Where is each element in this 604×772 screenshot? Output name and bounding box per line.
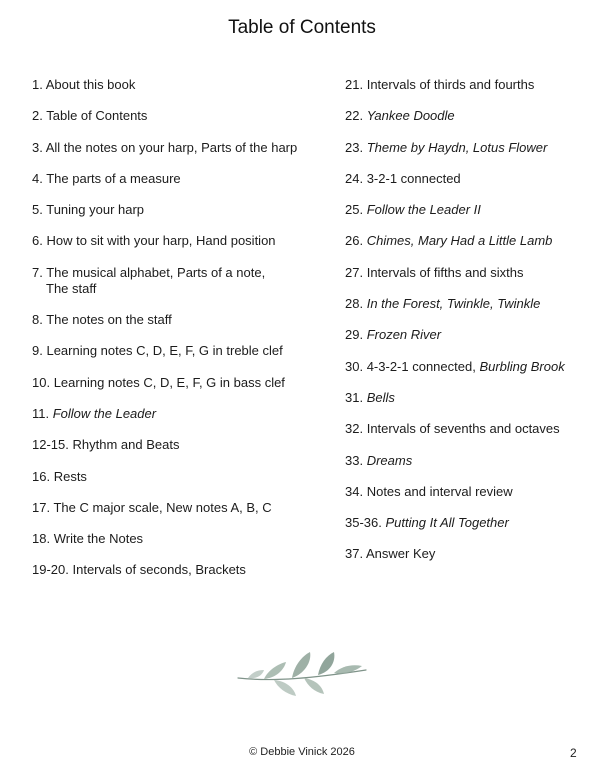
toc-entry — [32, 375, 332, 391]
toc-entry-page: 9. — [32, 343, 43, 359]
toc-entry-title: 3-2-1 connected — [366, 170, 461, 186]
toc-entry — [345, 265, 595, 281]
toc-entry-title: All the notes on your harp, Parts of the harp — [45, 139, 298, 155]
toc-entry-page: 7. — [32, 264, 43, 280]
toc-entry — [345, 202, 595, 218]
toc-entry-song-title: Follow the Leader — [52, 405, 157, 421]
toc-entry-page: 12-15. — [32, 437, 69, 453]
toc-entry-title: Write the Notes — [53, 531, 144, 547]
toc-entry-page: 24. — [345, 170, 364, 186]
toc-entry-song-title: Bells — [366, 389, 395, 405]
toc-entry-song-title: Chimes, Mary Had a Little Lamb — [366, 233, 553, 249]
toc-entry-title: Intervals of seconds, Brackets — [72, 562, 246, 578]
toc-entry-page: 32. — [345, 421, 364, 437]
toc-entry — [345, 390, 595, 406]
toc-entry-page: 35-36. — [345, 515, 382, 531]
toc-entry-title: Intervals of sevenths and octaves — [366, 421, 560, 437]
toc-entry-title: Learning notes C, D, E, F, G in treble clef — [46, 343, 283, 359]
toc-entry-title: Intervals of fifths and sixths — [366, 264, 524, 280]
toc-entry — [32, 233, 332, 249]
toc-entry-title: Intervals of thirds and fourths — [366, 77, 535, 92]
toc-entry — [32, 312, 332, 328]
toc-entry — [345, 233, 595, 249]
toc-entry-title: Tuning your harp — [46, 202, 145, 218]
toc-entry — [345, 359, 595, 375]
toc-entry-page: 33. — [345, 452, 364, 468]
toc-entry-page: 37. — [345, 546, 364, 562]
toc-entry-page: 25. — [345, 202, 364, 218]
toc-entry — [345, 108, 595, 124]
toc-entry — [345, 453, 595, 469]
toc-entry-page: 10. — [32, 374, 51, 390]
toc-entry — [32, 500, 332, 516]
toc-entry-song-title: Dreams — [366, 452, 413, 468]
toc-entry-page: 19-20. — [32, 562, 69, 578]
toc-entry-page: 17. — [32, 499, 51, 515]
toc-entry — [32, 406, 332, 422]
toc-entry-page: 30. — [345, 358, 364, 374]
toc-entry-page: 26. — [345, 233, 364, 249]
toc-entry-page: 11. — [32, 405, 50, 421]
toc-entry-page: 23. — [345, 139, 364, 155]
toc-entry-song-title: In the Forest, Twinkle, Twinkle — [366, 296, 541, 312]
toc-entry — [345, 140, 595, 156]
toc-entry — [345, 77, 595, 93]
toc-entry — [345, 484, 595, 500]
toc-entry-continuation: The staff — [46, 280, 97, 296]
toc-entry — [32, 108, 332, 124]
toc-entry-song-title: Frozen River — [366, 327, 442, 343]
toc-entry-title: Rests — [53, 468, 87, 484]
page-title: Table of Contents — [228, 17, 376, 38]
toc-entry — [32, 343, 332, 359]
toc-entry-title: 4-3-2-1 connected, — [366, 358, 480, 374]
toc-entry — [345, 546, 595, 562]
toc-entry-page: 16. — [32, 468, 51, 484]
toc-entry-song-title: Yankee Doodle — [366, 108, 455, 124]
toc-entry — [345, 515, 595, 531]
toc-right-column — [345, 77, 595, 578]
toc-entry — [32, 140, 332, 156]
toc-entry-page: 34. — [345, 483, 364, 499]
toc-entry-page: 3. — [32, 139, 43, 155]
toc-entry-page: 22. — [345, 108, 364, 124]
toc-entry-song-title: Theme by Haydn, Lotus Flower — [366, 139, 548, 155]
leaf-branch-icon — [234, 648, 370, 708]
toc-entry-page: 8. — [32, 312, 43, 328]
toc-entry-page: 2. — [32, 108, 43, 124]
toc-entry-song-title: Follow the Leader II — [366, 202, 481, 218]
toc-entry — [345, 327, 595, 343]
toc-entry-title: How to sit with your harp, Hand position — [46, 233, 276, 249]
toc-entry — [32, 265, 332, 297]
toc-entry-page: 28. — [345, 296, 364, 312]
toc-entry — [32, 562, 332, 578]
toc-entry — [32, 437, 332, 453]
toc-entry-title: The parts of a measure — [46, 170, 181, 186]
toc-left-column — [32, 77, 332, 594]
toc-entry-page: 21. — [345, 77, 364, 92]
toc-entry-page: 29. — [345, 327, 364, 343]
toc-entry-page: 4. — [32, 170, 43, 186]
toc-entry-title: Table of Contents — [46, 108, 148, 124]
toc-entry-title: Rhythm and Beats — [72, 437, 180, 453]
toc-entry-title: The notes on the staff — [46, 312, 172, 328]
toc-entry-title: Notes and interval review — [366, 483, 513, 499]
toc-entry-title: The C major scale, New notes A, B, C — [53, 499, 272, 515]
toc-entry-title: Answer Key — [365, 546, 436, 562]
toc-entry-page: 18. — [32, 531, 51, 547]
toc-entry-page: 6. — [32, 233, 43, 249]
toc-entry — [32, 171, 332, 187]
toc-entry — [32, 202, 332, 218]
copyright-footer: © Debbie Vinick 2026 — [249, 746, 355, 758]
toc-entry-song-title: Burbling Brook — [479, 358, 565, 374]
toc-entry-song-title: Putting It All Together — [385, 515, 509, 531]
toc-entry-title: Learning notes C, D, E, F, G in bass clef — [53, 374, 285, 390]
toc-entry-title: The musical alphabet, Parts of a note, — [46, 264, 266, 280]
toc-entry — [345, 171, 595, 187]
toc-entry-page: 31. — [345, 389, 364, 405]
toc-entry — [345, 296, 595, 312]
page-number: 2 — [570, 746, 577, 760]
toc-entry — [32, 469, 332, 485]
toc-entry-page: 27. — [345, 264, 364, 280]
toc-entry — [32, 531, 332, 547]
toc-entry-title: About this book — [45, 77, 136, 92]
toc-entry — [345, 421, 595, 437]
toc-entry-page: 5. — [32, 202, 43, 218]
toc-entry — [32, 77, 332, 93]
toc-entry-page: 1. — [32, 77, 43, 92]
